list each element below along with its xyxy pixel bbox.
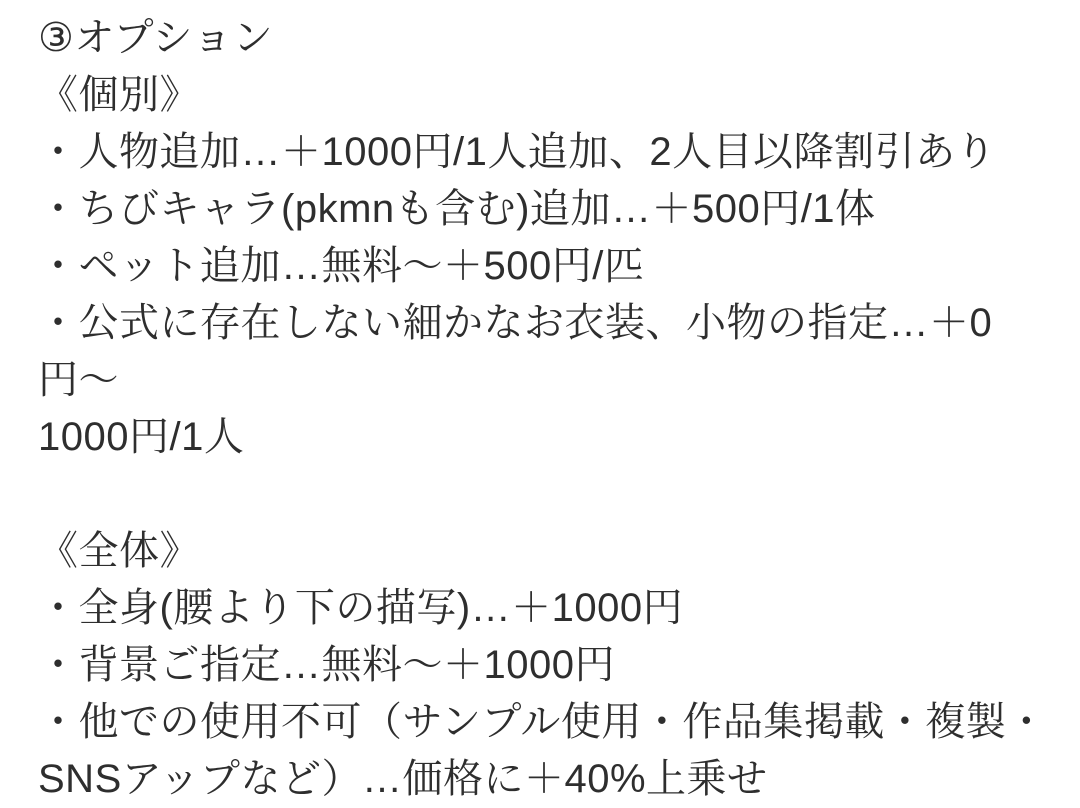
- list-item-background-request: ・背景ご指定…無料〜＋1000円: [38, 643, 615, 687]
- list-item-no-other-use-continued: SNSアップなど）…価格に＋40%上乗せ: [38, 757, 768, 801]
- subsection-heading-individual: 《個別》: [38, 73, 200, 117]
- list-item-person-add: ・人物追加…＋1000円/1人追加、2人目以降割引あり: [38, 130, 997, 174]
- list-item-pet-add: ・ペット追加…無料〜＋500円/匹: [38, 244, 645, 288]
- list-item-no-other-use: ・他での使用不可（サンプル使用・作品集掲載・複製・: [38, 700, 1047, 744]
- list-item-chibi-character-add: ・ちびキャラ(pkmnも含む)追加…＋500円/1体: [38, 187, 876, 231]
- list-item-full-body: ・全身(腰より下の描写)…＋1000円: [38, 586, 684, 630]
- list-item-custom-outfit-continued: 1000円/1人: [38, 415, 245, 459]
- section-heading-options: ③オプション: [38, 16, 274, 60]
- blank-line: [38, 466, 1056, 523]
- list-item-custom-outfit: ・公式に存在しない細かなお衣装、小物の指定…＋0円〜: [38, 301, 993, 402]
- subsection-heading-whole: 《全体》: [38, 529, 200, 573]
